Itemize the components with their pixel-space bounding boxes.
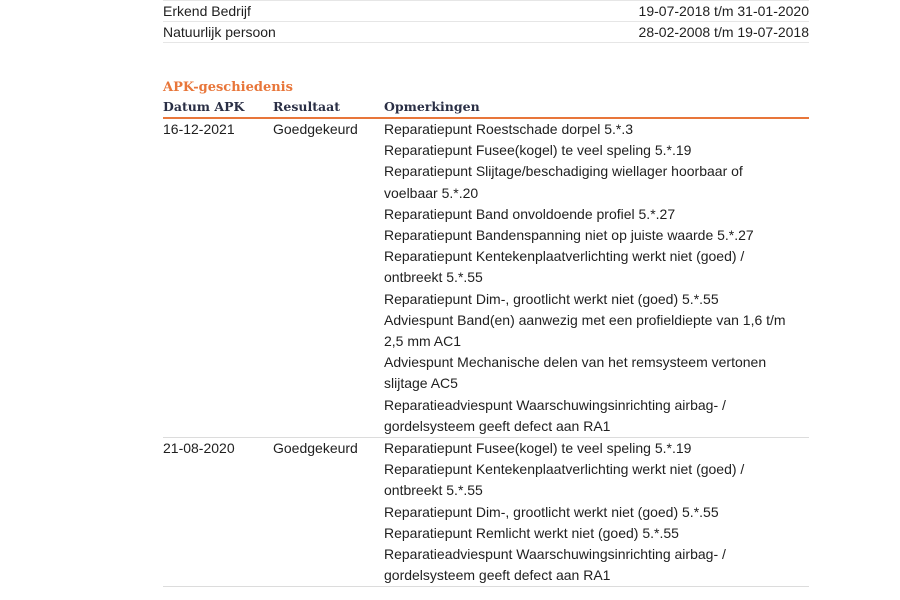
owner-period: 28-02-2008 t/m 19-07-2018 xyxy=(638,24,809,40)
remark-item: Reparatiepunt Remlicht werkt niet (goed) 5.*.55 xyxy=(384,524,679,541)
apk-remarks xyxy=(384,119,809,437)
remark-item: Adviespunt Mechanische delen van het remsysteem vertonen slijtage AC5 xyxy=(384,354,767,392)
apk-result: Goedgekeurd xyxy=(273,121,358,137)
remark-item: Reparatiepunt Band onvoldoende profiel 5.*.27 xyxy=(384,205,676,222)
remark-item: Reparatiepunt Fusee(kogel) te veel speling 5.*.19 xyxy=(384,440,692,457)
remark-item: Reparatiepunt Slijtage/beschadiging wiellager hoorbaar of voelbaar 5.*.20 xyxy=(384,163,743,201)
apk-table-header xyxy=(163,97,809,119)
owner-period: 19-07-2018 t/m 31-01-2020 xyxy=(638,3,809,19)
owner-type: Erkend Bedrijf xyxy=(163,3,251,19)
owner-history-table xyxy=(163,0,809,43)
owner-type: Natuurlijk persoon xyxy=(163,24,276,40)
remark-item: Reparatiepunt Dim-, grootlicht werkt niet (goed) 5.*.55 xyxy=(384,503,719,520)
apk-remarks xyxy=(384,438,809,586)
apk-date: 21-08-2020 xyxy=(163,440,235,457)
header-result: Resultaat xyxy=(273,99,340,114)
remark-item: Reparatiepunt Bandenspanning niet op juiste waarde 5.*.27 xyxy=(384,227,754,244)
remark-item: Reparatiepunt Dim-, grootlicht werkt niet (goed) 5.*.55 xyxy=(384,290,719,307)
apk-row xyxy=(163,119,809,438)
vehicle-report-page xyxy=(163,0,809,587)
remarks-list xyxy=(384,119,794,437)
remark-item: Reparatiepunt Roestschade dorpel 5.*.3 xyxy=(384,121,634,137)
remark-item: Reparatieadviespunt Waarschuwingsinrichting airbag- / gordelsysteem geeft defect aan RA1 xyxy=(384,546,726,584)
remark-item: Reparatieadviespunt Waarschuwingsinrichting airbag- / gordelsysteem geeft defect aan RA1 xyxy=(384,396,726,434)
apk-row xyxy=(163,438,809,587)
apk-table-body xyxy=(163,119,809,587)
remark-item: Adviespunt Band(en) aanwezig met een profieldiepte van 1,6 t/m 2,5 mm AC1 xyxy=(384,311,786,350)
remarks-list xyxy=(384,438,794,586)
apk-date: 16-12-2021 xyxy=(163,121,235,137)
remark-item: Reparatiepunt Kentekenplaatverlichting werkt niet (goed) / ontbreekt 5.*.55 xyxy=(384,248,745,286)
owner-row xyxy=(163,1,809,22)
remark-item: Reparatiepunt Fusee(kogel) te veel speling 5.*.19 xyxy=(384,142,692,159)
owner-row xyxy=(163,22,809,43)
remark-item: Reparatiepunt Kentekenplaatverlichting werkt niet (goed) / ontbreekt 5.*.55 xyxy=(384,461,745,499)
header-date: Datum APK xyxy=(163,99,245,114)
header-remarks: Opmerkingen xyxy=(384,99,480,114)
apk-result: Goedgekeurd xyxy=(273,440,358,457)
apk-history-title: APK-geschiedenis xyxy=(163,80,293,95)
